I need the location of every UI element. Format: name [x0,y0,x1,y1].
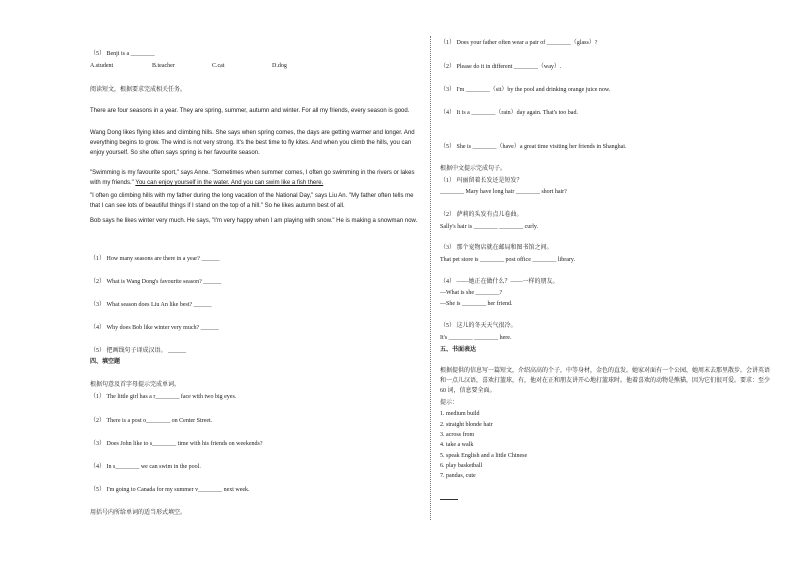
hint-item-4: 4. take a walk [440,442,474,448]
answer-line [440,499,458,500]
translate-2-english: Sally's hair is ________ ________ curly. [440,224,539,230]
bracket-question-4: （4） It is a ________（rain）day again. That's too bad. [440,110,578,116]
hint-item-5: 5. speak English and a little Chinese [440,453,528,459]
mc-option-a: A.student [90,63,114,69]
translate-instruction: 根据中文提示完成句子。 [440,166,507,172]
reading-question-1: （1） How many seasons are there in a year? ______ [90,256,220,262]
translate-5-chinese: （5） 这儿的冬天天气很冷。 [440,323,517,329]
bracket-instruction: 用括号内所给单词的适当形式填空。 [90,510,187,516]
hint-item-1: 1. medium build [440,411,480,417]
bracket-question-5: （5） She is ________（have）a great time visiting her friends in Shanghai. [440,144,627,150]
bracket-question-2: （2） Please do it in different ________（way）. [440,64,562,70]
mc-option-d: D.dog [272,63,287,69]
reading-question-2: （2） What is Wang Dong's favourite season? ______ [90,279,222,285]
passage-paragraph-2: Wang Dong likes flying kites and climbing hills. She says when spring comes, the days are getting warmer and longer. And everything begins to grow. The wind is not very strong. It's the best time to fly kites. And when you climb the hills, you can enjoy yourself. So she often says spring is her favourite season. [90,130,415,156]
reading-question-5: （5） 把画线句子译成汉语。 ______ [90,348,187,354]
mc-option-c: C.cat [212,63,225,69]
hint-label: 提示： [440,400,459,406]
section-4-heading: 四、填空题 [90,359,121,365]
fill-instruction: 根据句意及首字母提示完成单词。 [90,382,181,388]
writing-prompt: 根据提供的信息写一篇短文，介绍高高的个子，中等身材，金色的直发。她家对面有一个公园，她周末去那里散步。会讲英语和一点儿汉语，喜欢打篮球，有，他对在正和朋友讲开心地打篮球时。他着喜欢的动物是熊猫，因为它们很可爱。要求：至少 60 词，信息要全面。 [440,368,771,394]
reading-instruction: 阅读短文，根据要求完成相关任务。 [90,87,187,93]
translate-3-english: That pet store is ________ post office ________ library. [440,257,575,263]
fill-question-5: （5） I'm going to Canada for my summer v________ next week. [90,487,250,493]
translate-4-chinese: （4） ——她正在做什么？——一样的朋友。 [440,279,559,285]
hint-item-3: 3. across from [440,432,475,438]
translate-5-english: It's ________ ________ here. [440,335,512,341]
passage-paragraph-4: "I often go climbing hills with my father during the long vacation of the National Day," says Liu An. "My father often tells me that I can see lots of beautiful things if I stand on the top of a hill." So he likes autumn best of all. [90,193,414,209]
passage-paragraph-5: Bob says he likes winter very much. He says, "I'm very happy when I am playing with snow." He is making a snowman now. [90,218,418,224]
fill-question-1: （1） The little girl has a r________ face with two big eyes. [90,394,237,400]
hint-item-2: 2. straight blonde hair [440,422,493,428]
section-5-heading: 五、书面表达 [440,347,477,353]
fill-question-3: （3） Does John like to s________ time with his friends on weekends? [90,441,263,447]
mc-question-5: （5） Benji is a ________ [90,51,155,57]
translate-1-english: ________ Mary have long hair ________ short hair? [440,189,567,195]
hint-item-6: 6. play basketball [440,463,483,469]
passage-paragraph-3 [90,168,420,188]
translate-1-chinese: （1） 玛丽留着长发还是短发？ [440,178,523,184]
bracket-question-1: （1） Does your father often wear a pair of ________（glass）? [440,40,598,46]
translate-3-chinese: （3） 那个宠物店就在邮局和图书馆之间。 [440,245,553,251]
reading-question-4: （4） Why does Bob like winter very much? ______ [90,325,219,331]
translate-2-chinese: （2） 萨莉的头发有点儿卷曲。 [440,212,523,218]
translate-4-english-line-1: —What is she ________? [440,290,503,296]
reading-question-3: （3） What season does Liu An like best? ______ [90,302,212,308]
bracket-question-3: （3） I'm ________（sit）by the pool and drinking orange juice now. [440,87,611,93]
mc-option-b: B.teacher [152,63,175,69]
underlined-sentence: You can enjoy yourself in the water. And you can swim like a fish there. [135,180,324,186]
translate-4-english-line-2: —She is ________ her friend. [440,301,513,307]
column-divider [430,36,431,520]
hint-item-7: 7. pandas, cute [440,473,476,479]
fill-question-4: （4） In s________ we can swim in the pool. [90,464,201,470]
passage-paragraph-1: There are four seasons in a year. They are spring, summer, autumn and winter. For all my friends, every season is good. [90,108,410,114]
passage-text: "Swimming is my favourite sport," says Anne. "Sometimes when summer comes, I often go swimming in the rivers or lakes with my friends." [90,170,415,186]
fill-question-2: （2） There is a post o________ on Center Street. [90,418,213,424]
